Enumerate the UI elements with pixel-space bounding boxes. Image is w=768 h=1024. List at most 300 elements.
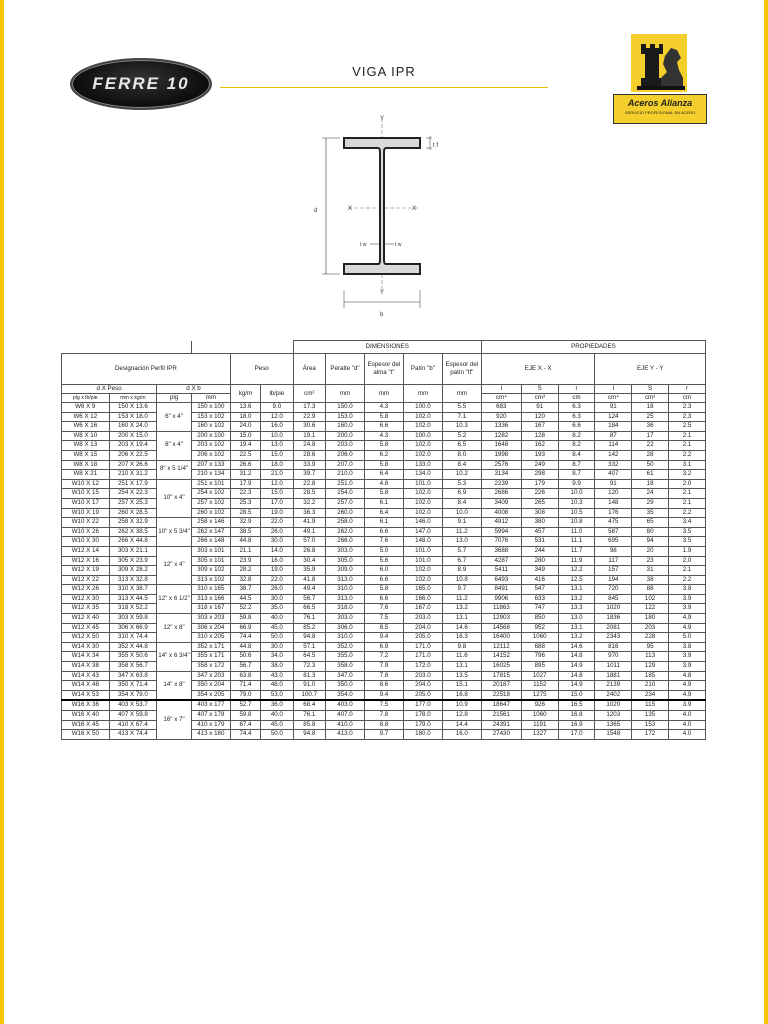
table-cell: 95 <box>632 642 669 652</box>
table-cell: 30.0 <box>261 594 293 604</box>
table-cell: 13.1 <box>442 662 481 672</box>
table-cell: 207 x 133 <box>191 460 230 470</box>
table-cell: 2343 <box>595 633 632 643</box>
table-cell: 305 X 23.9 <box>109 556 157 566</box>
table-cell: 4.9 <box>668 681 705 691</box>
table-cell: 407 X 59.8 <box>109 711 157 721</box>
table-cell: 22.8 <box>293 479 325 489</box>
table-row <box>62 479 706 489</box>
table-cell: 101.0 <box>403 479 442 489</box>
table-cell: 258 X 32.9 <box>109 518 157 528</box>
table-cell: 308 <box>521 508 558 518</box>
table-cell: 1365 <box>595 720 632 730</box>
table-cell: 352.0 <box>326 642 365 652</box>
table-cell: 2.1 <box>668 431 705 441</box>
table-cell: 19.0 <box>261 566 293 576</box>
table-cell: 257 X 25.3 <box>109 498 157 508</box>
size-group-cell: 10" x 5 3/4" <box>157 518 192 547</box>
table-cell: 101.0 <box>403 556 442 566</box>
table-cell: 6493 <box>481 575 521 585</box>
table-cell: W14 X 48 <box>62 681 110 691</box>
table-cell: 66.5 <box>293 604 325 614</box>
table-cell: 2.1 <box>668 498 705 508</box>
table-cell: 2.1 <box>668 489 705 499</box>
table-cell: 100.0 <box>403 431 442 441</box>
table-cell: 117 <box>595 556 632 566</box>
table-cell: 403 x 177 <box>191 700 230 710</box>
table-cell: 13.2 <box>558 594 595 604</box>
size-group-cell: 12" x 8" <box>157 614 192 643</box>
table-cell: 6.5 <box>442 441 481 451</box>
table-cell: 1548 <box>595 730 632 740</box>
table-cell: 180 <box>632 614 669 624</box>
table-cell: 24 <box>632 489 669 499</box>
table-cell: 318 x 167 <box>191 604 230 614</box>
right-yellow-border <box>764 0 768 1024</box>
table-cell: 310.0 <box>326 633 365 643</box>
table-cell: 72.3 <box>293 662 325 672</box>
plg-unit: plg <box>157 394 192 403</box>
table-cell: 587 <box>595 527 632 537</box>
table-cell: 30.0 <box>261 537 293 547</box>
table-cell: 22.0 <box>261 575 293 585</box>
table-cell: 14.9 <box>558 681 595 691</box>
d-x-b-header: d X b <box>157 385 231 394</box>
table-cell: 91.0 <box>293 681 325 691</box>
table-cell: 4.9 <box>668 690 705 700</box>
table-cell: 194 <box>595 575 632 585</box>
table-cell: 26.8 <box>293 546 325 556</box>
table-cell: W12 X 40 <box>62 614 110 624</box>
table-cell: 1648 <box>481 441 521 451</box>
d-x-peso-header: d X Peso <box>62 385 157 394</box>
table-cell: 16.8 <box>558 711 595 721</box>
table-cell: 9.1 <box>442 518 481 528</box>
table-cell: 2139 <box>595 681 632 691</box>
table-cell: 9.8 <box>442 642 481 652</box>
table-cell: 352 x 171 <box>191 642 230 652</box>
table-cell: 85.2 <box>293 623 325 633</box>
table-cell: 15.0 <box>230 431 260 441</box>
table-cell: 7.6 <box>364 604 403 614</box>
espesor-patin-unit: mm <box>442 385 481 403</box>
table-cell: 61 <box>632 470 669 480</box>
table-cell: 15.1 <box>442 681 481 691</box>
espesor-alma-unit: mm <box>364 385 403 403</box>
table-cell: 5.8 <box>364 441 403 451</box>
table-cell: W14 X 34 <box>62 652 110 662</box>
table-cell: 23.9 <box>230 556 260 566</box>
table-cell: 165.0 <box>403 585 442 595</box>
table-cell: 2081 <box>595 623 632 633</box>
table-cell: 65 <box>632 518 669 528</box>
table-cell: 257 x 102 <box>191 498 230 508</box>
table-cell: 210 <box>632 681 669 691</box>
table-cell: 407 <box>595 470 632 480</box>
table-cell: 3.9 <box>668 594 705 604</box>
table-cell: 205.0 <box>403 690 442 700</box>
ry-unit: cm <box>668 394 705 403</box>
table-cell: 200.0 <box>326 431 365 441</box>
table-cell: 358 x 172 <box>191 662 230 672</box>
table-cell: W10 X 12 <box>62 479 110 489</box>
table-cell: 50.0 <box>261 633 293 643</box>
area-header: Área <box>293 354 325 385</box>
table-cell: 76.1 <box>293 614 325 624</box>
table-cell: 50.0 <box>261 730 293 740</box>
table-cell: 18.0 <box>230 412 260 422</box>
table-cell: 56.7 <box>293 594 325 604</box>
table-cell: 720 <box>595 585 632 595</box>
lbpie-header: lb/pie <box>261 385 293 403</box>
ferre10-logo-text: FERRE 10 <box>92 74 190 93</box>
table-cell: W12 X 50 <box>62 633 110 643</box>
y-axis-bottom-label: Y <box>380 290 385 296</box>
table-cell: 4.9 <box>668 623 705 633</box>
table-cell: 15.0 <box>261 450 293 460</box>
table-cell: 135 <box>632 711 669 721</box>
table-cell: 303 x 203 <box>191 614 230 624</box>
table-cell: 148 <box>595 498 632 508</box>
table-cell: 1.9 <box>668 546 705 556</box>
table-cell: 148.0 <box>403 537 442 547</box>
table-cell: 19.0 <box>261 508 293 518</box>
area-unit: cm² <box>293 385 325 403</box>
table-cell: 1336 <box>481 422 521 432</box>
table-cell: 14.6 <box>558 642 595 652</box>
table-cell: 12.5 <box>558 575 595 585</box>
table-cell: 203 X 19.4 <box>109 441 157 451</box>
table-cell: 28.5 <box>230 508 260 518</box>
table-cell: 5.3 <box>442 479 481 489</box>
table-cell: 2.2 <box>668 575 705 585</box>
table-cell: 407.0 <box>326 711 365 721</box>
table-cell: 167.0 <box>403 604 442 614</box>
table-cell: 178.0 <box>403 711 442 721</box>
table-cell: 3409 <box>481 498 521 508</box>
table-cell: 2.2 <box>668 508 705 518</box>
table-cell: 147.0 <box>403 527 442 537</box>
table-cell: 303.0 <box>326 546 365 556</box>
table-cell: 347 x 203 <box>191 671 230 681</box>
table-cell: 38.5 <box>230 527 260 537</box>
table-cell: 44.8 <box>230 642 260 652</box>
table-cell: 8491 <box>481 585 521 595</box>
table-cell: 1152 <box>521 681 558 691</box>
table-cell: 18 <box>632 403 669 413</box>
table-cell: 23 <box>632 556 669 566</box>
table-cell: W14 X 53 <box>62 690 110 700</box>
table-cell: W14 X 30 <box>62 642 110 652</box>
table-cell: 180.0 <box>403 730 442 740</box>
table-cell: 22.5 <box>230 450 260 460</box>
table-cell: 410.0 <box>326 720 365 730</box>
table-cell: 162 <box>521 441 558 451</box>
table-cell: 5.8 <box>364 585 403 595</box>
table-cell: 4912 <box>481 518 521 528</box>
table-cell: 13.3 <box>558 604 595 614</box>
table-cell: 4.0 <box>668 730 705 740</box>
table-cell: 5.5 <box>442 403 481 413</box>
table-cell: 91 <box>595 479 632 489</box>
table-cell: 185 <box>632 671 669 681</box>
table-cell: 204.0 <box>403 681 442 691</box>
patin-unit: mm <box>403 385 442 403</box>
table-cell: 4.0 <box>668 711 705 721</box>
table-cell: 38 <box>632 575 669 585</box>
table-cell: 101.0 <box>403 546 442 556</box>
table-cell: 76.1 <box>293 711 325 721</box>
ferre10-logo <box>70 58 212 110</box>
table-cell: 22518 <box>481 690 521 700</box>
size-group-cell: 14" x 6 3/4" <box>157 642 192 671</box>
table-cell: 20187 <box>481 681 521 691</box>
table-cell: 38.7 <box>230 585 260 595</box>
table-cell: 303.0 <box>326 614 365 624</box>
table-cell: 91 <box>595 403 632 413</box>
table-cell: 102.0 <box>403 450 442 460</box>
table-cell: 9.7 <box>442 585 481 595</box>
table-cell: 11.6 <box>442 652 481 662</box>
table-cell: 1020 <box>595 700 632 710</box>
table-cell: 9906 <box>481 594 521 604</box>
table-cell: 100.7 <box>293 690 325 700</box>
table-cell: 102.0 <box>403 412 442 422</box>
table-row <box>62 614 706 624</box>
table-cell: 4.3 <box>364 403 403 413</box>
table-cell: 5411 <box>481 566 521 576</box>
aceros-alianza-text: Aceros Alianza <box>627 98 693 108</box>
table-cell: 3.9 <box>668 604 705 614</box>
peralte-unit: mm <box>326 385 365 403</box>
table-cell: 3688 <box>481 546 521 556</box>
table-cell: 153 x 102 <box>191 412 230 422</box>
blank-header-cell <box>191 341 293 354</box>
table-cell: 413.0 <box>326 730 365 740</box>
table-cell: 26.0 <box>261 585 293 595</box>
table-cell: 12903 <box>481 614 521 624</box>
table-cell: 695 <box>595 537 632 547</box>
table-cell: 7.8 <box>364 711 403 721</box>
table-cell: 115 <box>632 700 669 710</box>
table-cell: 310 x 205 <box>191 633 230 643</box>
table-cell: 102.0 <box>403 566 442 576</box>
table-cell: 172.0 <box>403 662 442 672</box>
table-cell: 150 x 100 <box>191 403 230 413</box>
table-cell: W10 X 19 <box>62 508 110 518</box>
table-cell: 12.8 <box>442 711 481 721</box>
dimensiones-group-header: DIMENSIONES <box>293 341 481 354</box>
table-row <box>62 403 706 413</box>
table-row <box>62 671 706 681</box>
table-cell: 153 X 18.0 <box>109 412 157 422</box>
propiedades-group-header: PROPIEDADES <box>481 341 705 354</box>
table-cell: 39.7 <box>293 470 325 480</box>
table-cell: 203 x 102 <box>191 441 230 451</box>
table-cell: 13.6 <box>230 403 260 413</box>
table-cell: 31.2 <box>230 470 260 480</box>
table-cell: 67.4 <box>230 720 260 730</box>
table-cell: 53.0 <box>261 690 293 700</box>
table-cell: 18.0 <box>261 460 293 470</box>
table-cell: 94.8 <box>293 730 325 740</box>
table-cell: 13.0 <box>558 614 595 624</box>
table-cell: 15.0 <box>558 690 595 700</box>
table-cell: 102.0 <box>403 441 442 451</box>
table-cell: 7.9 <box>364 662 403 672</box>
table-cell: 3.8 <box>668 585 705 595</box>
table-cell: 28.2 <box>230 566 260 576</box>
table-row <box>62 585 706 595</box>
table-cell: 6.0 <box>364 566 403 576</box>
table-cell: 13.1 <box>558 623 595 633</box>
table-cell: 34.0 <box>261 652 293 662</box>
table-cell: 266 x 148 <box>191 537 230 547</box>
peralte-header: Peralte "d" <box>326 354 365 385</box>
table-cell: 4287 <box>481 556 521 566</box>
ipr-properties-table-wrapper <box>61 340 706 740</box>
table-cell: 45.0 <box>261 720 293 730</box>
table-cell: 9.4 <box>364 633 403 643</box>
ry-header: r <box>668 385 705 394</box>
table-cell: 21.0 <box>261 470 293 480</box>
table-cell: 10.8 <box>442 575 481 585</box>
table-cell: 5.2 <box>442 431 481 441</box>
table-cell: 3.1 <box>668 460 705 470</box>
table-cell: 249 <box>521 460 558 470</box>
table-cell: 30.6 <box>293 422 325 432</box>
table-cell: 16.8 <box>442 690 481 700</box>
table-cell: 3.5 <box>668 527 705 537</box>
table-cell: 11.0 <box>558 527 595 537</box>
table-cell: 309.0 <box>326 566 365 576</box>
table-cell: 8.7 <box>558 460 595 470</box>
table-cell: 120 <box>595 489 632 499</box>
table-cell: 41.8 <box>293 575 325 585</box>
table-cell: 254 X 22.3 <box>109 489 157 499</box>
table-cell: 410 X 67.4 <box>109 720 157 730</box>
patin-header: Patín "b" <box>403 354 442 385</box>
table-cell: W6 X 16 <box>62 422 110 432</box>
ix-header: I <box>481 385 521 394</box>
rx-header: r <box>558 385 595 394</box>
table-cell: 2.1 <box>668 441 705 451</box>
table-cell: 28.5 <box>293 489 325 499</box>
table-cell: 234 <box>632 690 669 700</box>
size-group-cell: 6" x 4" <box>157 403 192 432</box>
size-group-cell: 16" x 7" <box>157 700 192 739</box>
table-cell: 17 <box>632 431 669 441</box>
table-cell: 1275 <box>521 690 558 700</box>
table-cell: 210 X 31.2 <box>109 470 157 480</box>
table-cell: W12 X 22 <box>62 575 110 585</box>
table-row <box>62 546 706 556</box>
table-cell: 17.0 <box>261 498 293 508</box>
table-cell: 102.0 <box>403 498 442 508</box>
table-cell: 19.4 <box>230 441 260 451</box>
table-cell: 24.0 <box>230 422 260 432</box>
table-cell: 18647 <box>481 700 521 710</box>
table-cell: 134.0 <box>403 470 442 480</box>
table-cell: 113 <box>632 652 669 662</box>
table-cell: 258.0 <box>326 518 365 528</box>
table-cell: 16.3 <box>442 633 481 643</box>
table-cell: 80 <box>632 527 669 537</box>
table-cell: 547 <box>521 585 558 595</box>
table-cell: W10 X 15 <box>62 489 110 499</box>
table-cell: 10.9 <box>442 700 481 710</box>
table-cell: 200 X 15.0 <box>109 431 157 441</box>
table-cell: 8.4 <box>442 460 481 470</box>
table-cell: 816 <box>595 642 632 652</box>
table-cell: 200 x 100 <box>191 431 230 441</box>
table-cell: 10.0 <box>442 508 481 518</box>
table-cell: 313 x 102 <box>191 575 230 585</box>
table-cell: 28.6 <box>293 450 325 460</box>
table-cell: 14.8 <box>558 671 595 681</box>
table-cell: 226 <box>521 489 558 499</box>
table-cell: 747 <box>521 604 558 614</box>
espesor-patin-header: Espesor del patín "tf" <box>442 354 481 385</box>
width-label: b <box>380 312 384 318</box>
aceros-alianza-logo <box>613 34 705 126</box>
table-cell: 313.0 <box>326 594 365 604</box>
table-cell: 262.0 <box>326 527 365 537</box>
table-cell: 172 <box>632 730 669 740</box>
table-cell: 10.0 <box>558 489 595 499</box>
table-cell: 38.0 <box>261 662 293 672</box>
kgm-header: kg/m <box>230 385 260 403</box>
table-cell: 5.8 <box>364 460 403 470</box>
table-cell: 228 <box>632 633 669 643</box>
table-cell: 206 x 102 <box>191 450 230 460</box>
table-cell: 1191 <box>521 720 558 730</box>
table-cell: 352 X 44.8 <box>109 642 157 652</box>
table-cell: 36.0 <box>261 700 293 710</box>
table-cell: 9.0 <box>261 403 293 413</box>
table-cell: 16.5 <box>558 700 595 710</box>
table-cell: 355.0 <box>326 652 365 662</box>
table-cell: 52.7 <box>230 700 260 710</box>
table-cell: 10.2 <box>442 470 481 480</box>
table-cell: 5.8 <box>364 489 403 499</box>
table-cell: 313 X 44.5 <box>109 594 157 604</box>
table-cell: 27430 <box>481 730 521 740</box>
table-cell: 4.0 <box>668 720 705 730</box>
table-cell: 16.0 <box>442 730 481 740</box>
table-cell: 1998 <box>481 450 521 460</box>
table-cell: 133.0 <box>403 460 442 470</box>
table-cell: 4.8 <box>668 671 705 681</box>
table-cell: 305 x 101 <box>191 556 230 566</box>
table-cell: W16 X 45 <box>62 720 110 730</box>
table-cell: 354 x 205 <box>191 690 230 700</box>
table-cell: 100.0 <box>403 403 442 413</box>
table-cell: W8 X 13 <box>62 441 110 451</box>
table-cell: 26.0 <box>261 527 293 537</box>
table-cell: 2.5 <box>668 422 705 432</box>
table-cell: 206.0 <box>326 450 365 460</box>
table-cell: 44.8 <box>230 537 260 547</box>
table-cell: 17.0 <box>558 730 595 740</box>
table-cell: 74.4 <box>230 730 260 740</box>
table-cell: 260.0 <box>326 508 365 518</box>
table-cell: 16025 <box>481 662 521 672</box>
table-cell: 207.0 <box>326 460 365 470</box>
table-cell: 10.3 <box>558 498 595 508</box>
table-cell: 184 <box>595 422 632 432</box>
table-cell: 205.0 <box>403 633 442 643</box>
